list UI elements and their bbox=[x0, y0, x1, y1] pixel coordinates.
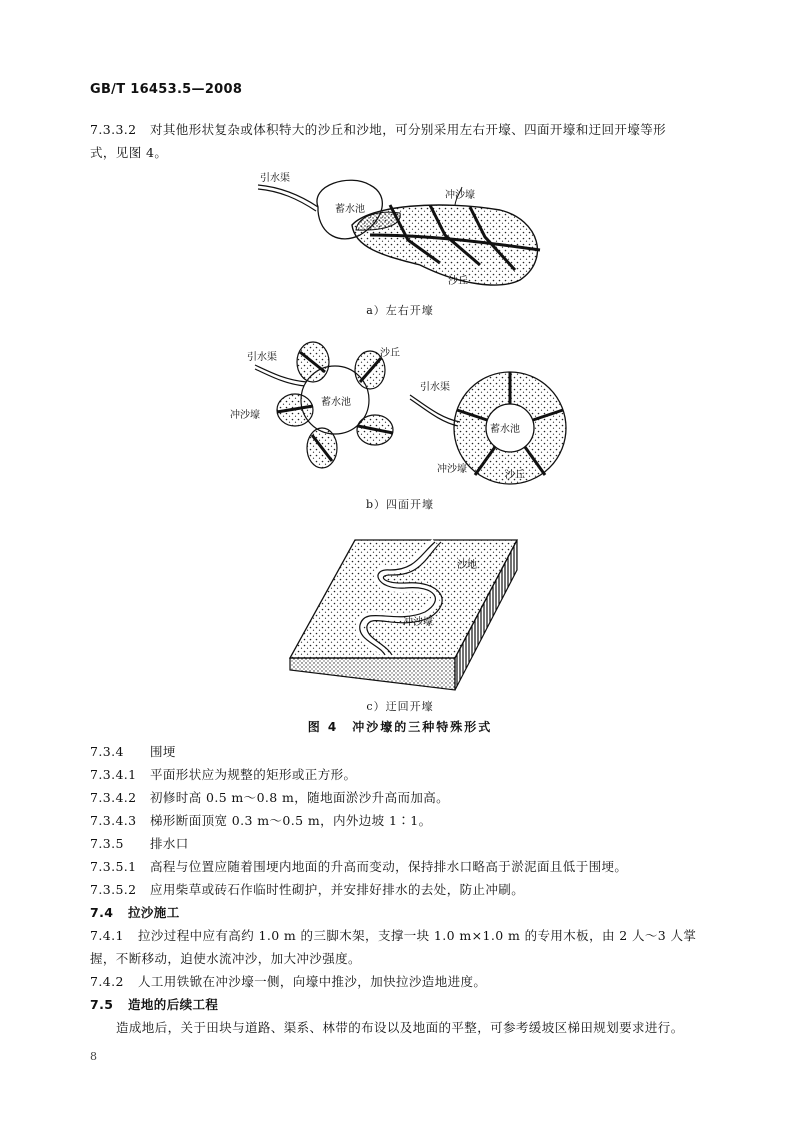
figure-c-caption: c）迂回开壕 bbox=[366, 700, 434, 713]
section-7-3-4-2 bbox=[90, 788, 449, 806]
section-number: 7.4.2 bbox=[90, 974, 124, 989]
label-channel-a: 引水渠 bbox=[260, 173, 290, 184]
section-text: 造地的后续工程 bbox=[128, 997, 219, 1012]
section-text: 人工用铁锨在冲沙壕一侧，向壕中推沙，加快拉沙造地进度。 bbox=[138, 974, 487, 989]
section-7-4-2 bbox=[90, 972, 486, 990]
section-text: 平面形状应为规整的矩形或正方形。 bbox=[150, 767, 357, 782]
section-number: 7.3.4.2 bbox=[90, 790, 137, 805]
label-trench-c: 冲沙壕 bbox=[403, 617, 433, 628]
label-dune-a: 沙丘 bbox=[448, 276, 468, 287]
section-text: 应用柴草或砖石作临时性砌护，并安排好排水的去处，防止冲刷。 bbox=[150, 882, 525, 897]
section-7-5-body: 造成地后，关于田块与道路、渠系、林带的布设以及地面的平整，可参考缓坡区梯田规划要求进行。 bbox=[116, 1020, 684, 1035]
section-text: 梯形断面顶宽 0.3 m～0.5 m，内外边坡 1∶1。 bbox=[150, 813, 432, 828]
section-7-3-4 bbox=[90, 742, 176, 760]
figure-a-diagram bbox=[240, 165, 560, 305]
section-number: 7.4.1 bbox=[90, 928, 124, 943]
clause-text: 对其他形状复杂或体积特大的沙丘和沙地，可分别采用左右开壕、四面开壕和迂回开壕等形 bbox=[150, 122, 667, 137]
label-pond-a: 蓄水池 bbox=[335, 204, 365, 215]
section-number: 7.3.4.1 bbox=[90, 767, 137, 782]
label-trench-b1: 冲沙壕 bbox=[230, 410, 260, 421]
section-text: 拉沙过程中应有高约 1.0 m 的三脚木架，支撑一块 1.0 m×1.0 m 的专用木板，由 2 人～3 人掌 bbox=[138, 928, 697, 943]
section-number: 7.3.4 bbox=[90, 744, 124, 759]
section-7-3-5 bbox=[90, 834, 189, 852]
label-dune-b1: 沙丘 bbox=[380, 348, 400, 359]
section-number: 7.3.5 bbox=[90, 836, 124, 851]
clause-7-3-3-2 bbox=[90, 120, 666, 138]
section-text: 高程与位置应随着围埂内地面的升高而变动，保持排水口略高于淤泥面且低于围埂。 bbox=[150, 859, 628, 874]
section-7-4-1-continued: 握，不断移动，迫使水流冲沙，加大冲沙强度。 bbox=[90, 951, 361, 966]
section-text: 排水口 bbox=[150, 836, 189, 851]
figure-c-diagram bbox=[285, 530, 525, 695]
label-trench-b2: 冲沙壕 bbox=[437, 464, 467, 475]
section-7-3-4-1 bbox=[90, 765, 356, 783]
label-pond-b2: 蓄水池 bbox=[490, 424, 520, 435]
section-text: 围埂 bbox=[150, 744, 176, 759]
clause-number: 7.3.3.2 bbox=[90, 122, 137, 137]
figure-b-caption: b）四面开壕 bbox=[365, 498, 435, 511]
clause-text-continued: 式，见图 4。 bbox=[90, 145, 168, 160]
page-number: 8 bbox=[90, 1050, 97, 1063]
section-7-3-5-2 bbox=[90, 880, 524, 898]
label-channel-b1: 引水渠 bbox=[247, 352, 277, 363]
label-pond-b1: 蓄水池 bbox=[321, 397, 351, 408]
section-number: 7.3.5.2 bbox=[90, 882, 137, 897]
label-land-c: 沙地 bbox=[457, 560, 477, 571]
section-number: 7.3.5.1 bbox=[90, 859, 137, 874]
figure-b-diagram bbox=[225, 340, 575, 490]
section-7-4 bbox=[90, 903, 180, 921]
section-number: 7.5 bbox=[90, 997, 114, 1012]
label-dune-b2: 沙丘 bbox=[505, 470, 525, 481]
section-text: 拉沙施工 bbox=[128, 905, 180, 920]
section-7-3-5-1 bbox=[90, 857, 627, 875]
section-number: 7.3.4.3 bbox=[90, 813, 137, 828]
section-number: 7.4 bbox=[90, 905, 114, 920]
standard-code: GB/T 16453.5—2008 bbox=[90, 82, 243, 97]
section-text: 初修时高 0.5 m～0.8 m，随地面淤沙升高而加高。 bbox=[150, 790, 450, 805]
label-trench-a: 冲沙壕 bbox=[445, 190, 475, 201]
section-7-5 bbox=[90, 995, 218, 1013]
label-channel-b2: 引水渠 bbox=[420, 382, 450, 393]
figure-a-caption: a）左右开壕 bbox=[366, 304, 434, 317]
section-7-4-1 bbox=[90, 926, 696, 944]
figure-title: 图 4 冲沙壕的三种特殊形式 bbox=[307, 720, 493, 734]
section-7-3-4-3 bbox=[90, 811, 431, 829]
